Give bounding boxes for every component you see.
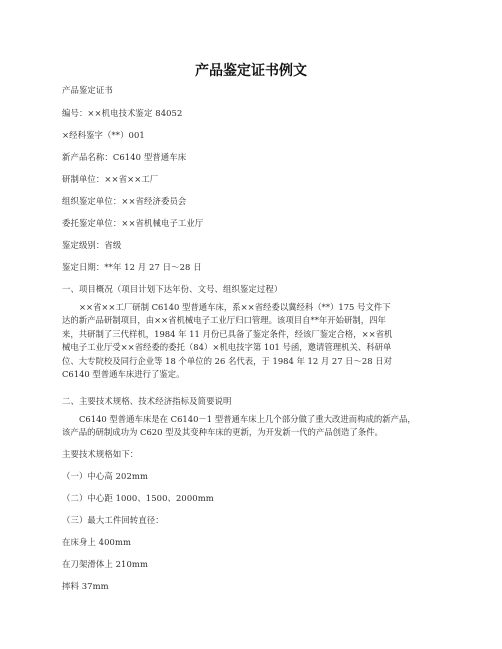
page-title: 产品鉴定证书例文: [195, 63, 307, 79]
section-2-heading: 二、主要技术规格、技术经济指标及简要说明: [62, 396, 232, 406]
spec-center-height: （一）中心高 202mm: [62, 471, 148, 481]
paragraph-line: 来，共研制了三代样机，1984 年 11 月份已具备了鉴定条件，经该厂鉴定合格，××省机: [62, 328, 393, 339]
paragraph-line: 该产品的研制成功为 C620 型及其变种车床的更新，为开发新一代的产品创造了条件。: [62, 427, 383, 438]
organizer: 组织鉴定单位：××省经济委员会: [62, 196, 187, 206]
section-1-heading: 一、项目概况（项目计划下达年份、文号、组织鉴定过程）: [62, 284, 283, 294]
spec-center-distance: （二）中心距 1000、1500、2000mm: [62, 493, 214, 503]
paragraph-line: 达的新产品研制项目，由××省机械电子工业厅归口管理。该项目自**年开始研制，四年: [62, 315, 386, 326]
project-overview-paragraph: [62, 301, 448, 381]
paragraph-line: ××省××工厂研制 C6140 型普通车床，系××省经委以冀经科（**）175 号文件下: [79, 302, 391, 312]
product-name: 新产品名称：C6140 型普通车床: [62, 152, 187, 162]
technical-summary-paragraph: [62, 413, 448, 440]
spec-bar-stock: 摔料 37mm: [62, 581, 109, 591]
certificate-number: 编号：××机电技术鉴定 84052: [62, 108, 183, 118]
spec-max-diameter: （三）最大工件回转直径：: [62, 515, 164, 525]
specs-heading: 主要技术规格如下：: [62, 449, 139, 459]
developer: 研制单位：××省××工厂: [62, 174, 159, 184]
approval-code: ×经科鉴字（**）001: [62, 130, 145, 140]
paragraph-line: 位、大专院校及同行企业等 18 个单位的 26 名代表，于 1984 年 12 月 27 日～28 日对: [62, 355, 393, 366]
paragraph-line: 械电子工业厅受××省经委的委托（84）×机电技字第 101 号函，邀请管理机关、科研单: [62, 342, 392, 353]
entrusting-unit: 委托鉴定单位：××省机械电子工业厅: [62, 218, 204, 228]
appraisal-date: 鉴定日期：**年 12 月 27 日～28 日: [62, 262, 202, 272]
appraisal-level: 鉴定级别：省级: [62, 240, 122, 250]
doc-heading: 产品鉴定证书: [62, 85, 113, 95]
spec-over-carriage: 在刀架滑体上 210mm: [62, 559, 148, 569]
spec-over-bed: 在床身上 400mm: [62, 537, 132, 547]
paragraph-line: C6140 型普通车床进行了鉴定。: [62, 369, 185, 380]
paragraph-line: C6140 型普通车床是在 C6140－1 型普通车床上几个部分做了重大改进而构成的新产品，: [79, 414, 416, 424]
